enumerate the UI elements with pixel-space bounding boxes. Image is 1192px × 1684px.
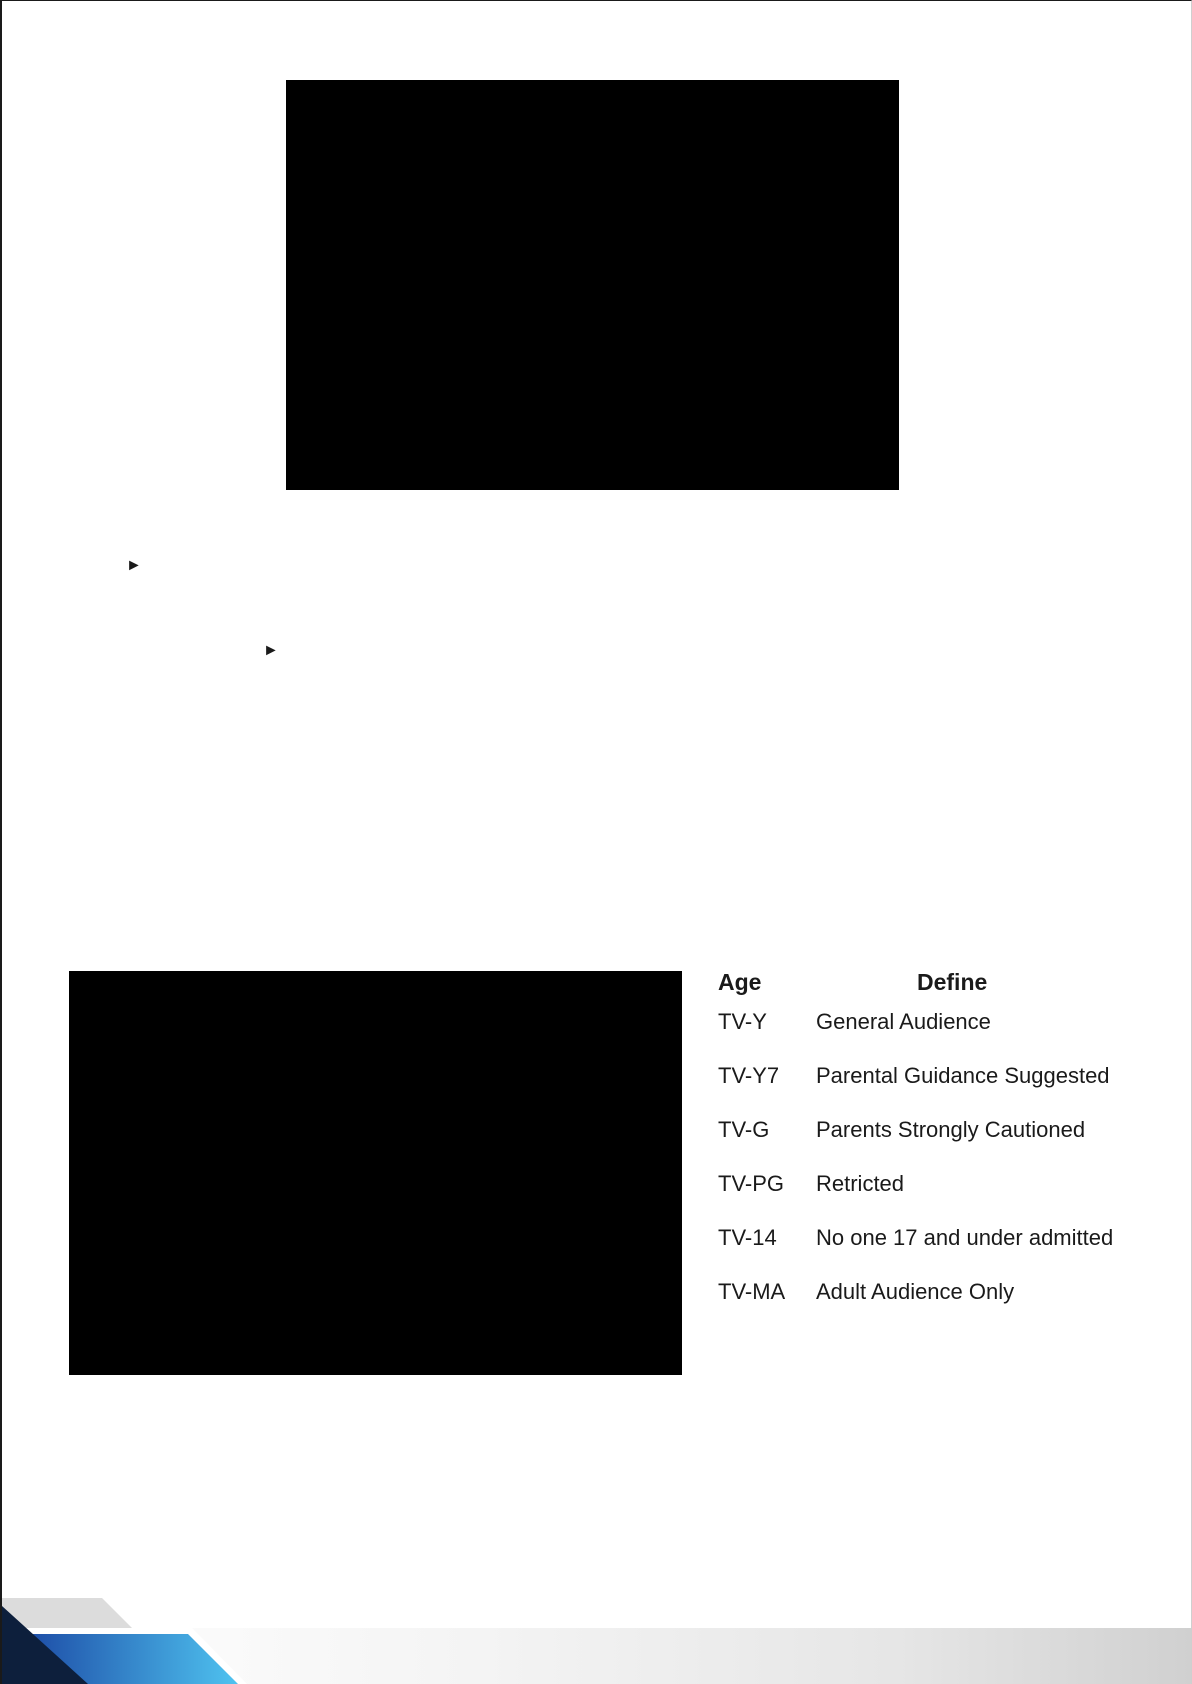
rating-code: TV-Y xyxy=(718,1009,767,1034)
table-row xyxy=(718,1273,1138,1327)
rating-code: TV-14 xyxy=(718,1225,777,1250)
rating-definition: General Audience xyxy=(816,1009,991,1034)
redacted-image-top xyxy=(286,80,899,490)
table-row xyxy=(718,1111,1138,1165)
rating-code: TV-MA xyxy=(718,1279,786,1304)
tv-rating-table xyxy=(718,961,1138,1327)
rating-definition: Parents Strongly Cautioned xyxy=(816,1117,1086,1142)
rating-code: TV-G xyxy=(718,1117,770,1142)
table-row xyxy=(718,1219,1138,1273)
table-header xyxy=(718,961,1138,1003)
rating-definition: Parental Guidance Suggested xyxy=(816,1063,1110,1088)
table-row xyxy=(718,1003,1138,1057)
rating-definition: No one 17 and under admitted xyxy=(816,1225,1114,1250)
rating-definition: Adult Audience Only xyxy=(816,1279,1015,1304)
footer-decoration xyxy=(2,1598,262,1684)
bullet-arrow-icon: ► xyxy=(126,557,142,574)
table-row xyxy=(718,1057,1138,1111)
bullet-arrow-icon: ► xyxy=(263,642,279,659)
header-define: Define xyxy=(917,969,988,995)
header-age: Age xyxy=(718,969,762,995)
rating-definition: Retricted xyxy=(816,1171,905,1196)
redacted-image-bottom xyxy=(69,971,682,1375)
rating-code: TV-PG xyxy=(718,1171,785,1196)
table-row xyxy=(718,1165,1138,1219)
rating-code: TV-Y7 xyxy=(718,1063,780,1088)
